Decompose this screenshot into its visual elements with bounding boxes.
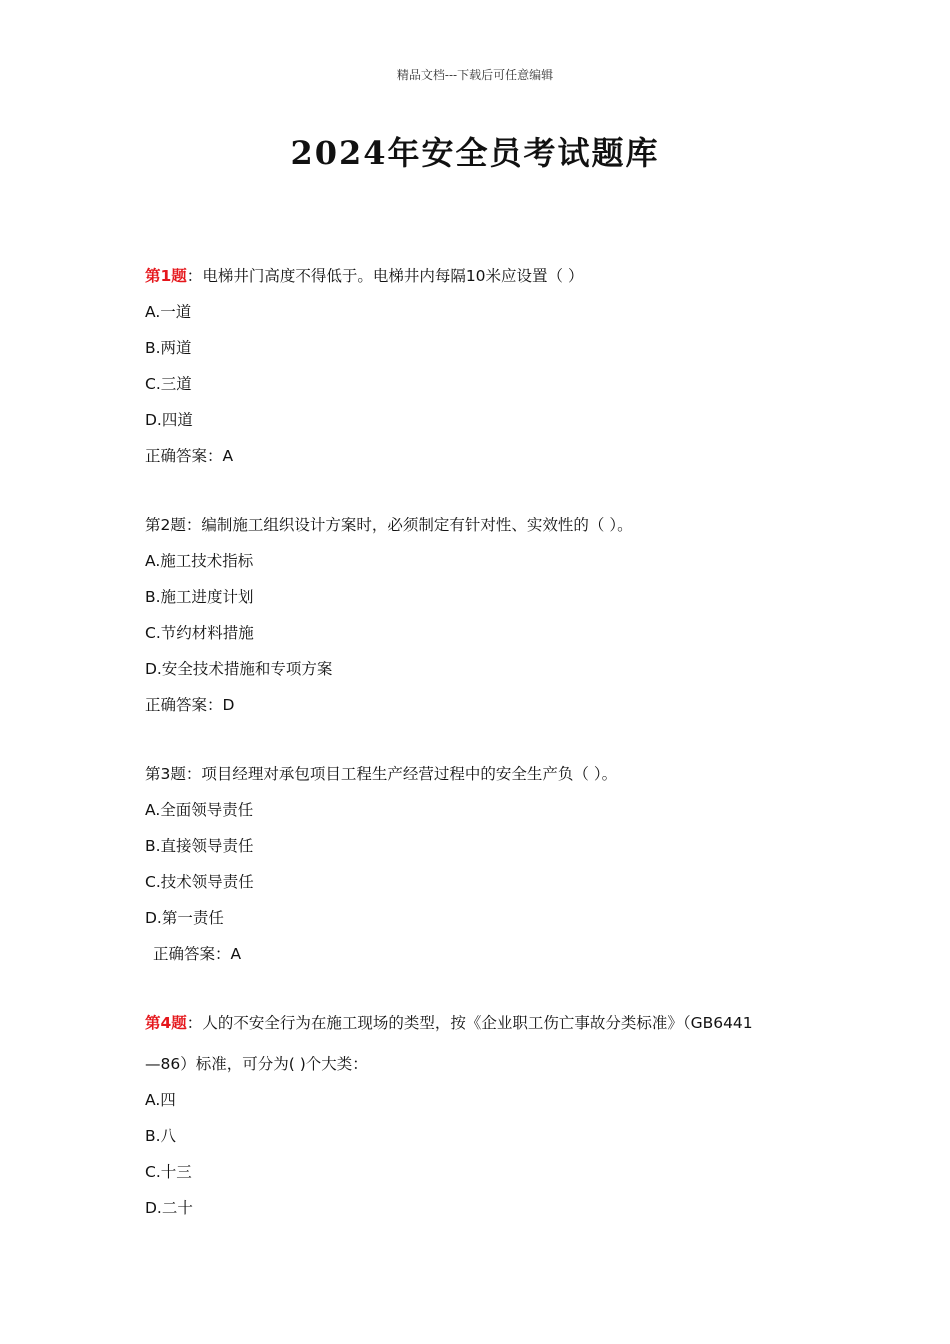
question-separator: ： (186, 1014, 203, 1032)
question-number: 第4题 (145, 1014, 187, 1032)
option-a: A.四 (145, 1091, 176, 1109)
question-number: 第1题 (145, 267, 187, 285)
option-a: A.施工技术指标 (145, 552, 254, 570)
option-b: B.直接领导责任 (145, 837, 254, 855)
question-separator: ： (185, 765, 202, 783)
question-separator: ： (185, 516, 202, 534)
option-c: C.节约材料措施 (145, 624, 254, 642)
option-b: B.施工进度计划 (145, 588, 254, 606)
option-d: D.四道 (145, 411, 193, 429)
option-c: C.十三 (145, 1163, 192, 1181)
page-title: 2024年安全员考试题库 (290, 134, 660, 172)
question-2 (145, 513, 633, 535)
option-d: D.二十 (145, 1199, 193, 1217)
option-c: C.技术领导责任 (145, 873, 254, 891)
correct-answer: 正确答案：A (145, 447, 234, 465)
question-number: 第2题 (145, 516, 186, 534)
option-a: A.全面领导责任 (145, 801, 254, 819)
question-text-continued: —86）标准，可分为( )个大类： (145, 1055, 368, 1073)
option-a: A.一道 (145, 303, 192, 321)
correct-answer: 正确答案：D (145, 696, 235, 714)
question-separator: ： (186, 267, 203, 285)
option-d: D.第一责任 (145, 909, 224, 927)
question-text: 编制施工组织设计方案时，必须制定有针对性、实效性的（ ）。 (201, 516, 633, 534)
question-1 (145, 264, 583, 286)
question-text: 电梯井门高度不得低于。电梯井内每隔10米应设置（ ） (202, 267, 584, 285)
option-b: B.八 (145, 1127, 177, 1145)
correct-answer: 正确答案：A (153, 945, 242, 963)
question-3 (145, 762, 617, 784)
question-text: 项目经理对承包项目工程生产经营过程中的安全生产负（ ）。 (201, 765, 618, 783)
question-text: 人的不安全行为在施工现场的类型，按《企业职工伤亡事故分类标准》（GB6441 (202, 1014, 753, 1032)
page-header: 精品文档---下载后可任意编辑 (396, 68, 554, 82)
question-4 (145, 1011, 753, 1033)
option-d: D.安全技术措施和专项方案 (145, 660, 333, 678)
option-b: B.两道 (145, 339, 192, 357)
question-number: 第3题 (145, 765, 186, 783)
option-c: C.三道 (145, 375, 192, 393)
